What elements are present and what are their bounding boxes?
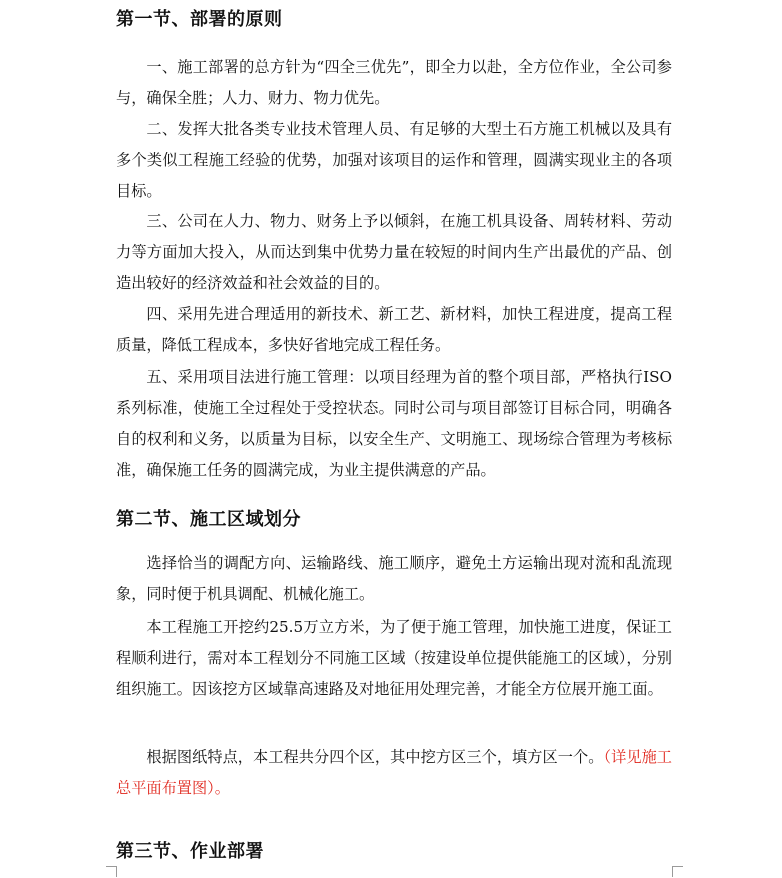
paragraph-2-3-text: 根据图纸特点，本工程共分四个区，其中挖方区三个，填方区一个。 xyxy=(146,748,604,766)
paragraph-1-2: 二、发挥大批各类专业技术管理人员、有足够的大型土石方施工机械以及具有多个类似工程施工经验的优势，加强对该项目的运作和管理，圆满实现业主的各项目标。 xyxy=(116,120,672,200)
page-corner-mark-right xyxy=(672,866,683,877)
paragraph-1-5: 五、采用项目法进行施工管理：以项目经理为首的整个项目部，严格执行ISO系列标准，使施工全过程处于受控状态。同时公司与项目部签订目标合同，明确各自的权利和义务，以质量为目标，以安全生产、文明施工、现场综合管理为考核标准，确保施工任务的圆满完成，为业主提供满意的产品。 xyxy=(116,368,672,479)
page-corner-mark-left xyxy=(106,866,117,877)
paragraph-2-1: 选择恰当的调配方向、运输路线、施工顺序，避免土方运输出现对流和乱流现象，同时便于机具调配、机械化施工。 xyxy=(116,554,672,603)
paragraph-1-1: 一、施工部署的总方针为“四全三优先”，即全力以赴，全方位作业，全公司参与，确保全胜；人力、财力、物力优先。 xyxy=(116,58,672,107)
paragraph-2-2: 本工程施工开挖约25.5万立方米，为了便于施工管理，加快施工进度，保证工程顺利进行，需对本工程划分不同施工区域（按建设单位提供能施工的区域），分别组织施工。因该挖方区域靠高速路及对地征用处理完善，才能全方位展开施工面。 xyxy=(116,618,672,698)
section-heading-2: 第二节、施工区域划分 xyxy=(116,509,301,530)
paragraph-2-3 xyxy=(116,742,672,804)
layout-plan-reference: （详见施工总平面布置图）。 xyxy=(116,748,672,797)
paragraph-1-3: 三、公司在人力、物力、财务上予以倾斜，在施工机具设备、周转材料、劳动力等方面加大投入，从而达到集中优势力量在较短的时间内生产出最优的产品、创造出较好的经济效益和社会效益的目的。 xyxy=(116,212,672,292)
paragraph-1-4: 四、采用先进合理适用的新技术、新工艺、新材料，加快工程进度，提高工程质量，降低工程成本，多快好省地完成工程任务。 xyxy=(116,305,672,354)
section-heading-3: 第三节、作业部署 xyxy=(116,841,264,862)
section-heading-1: 第一节、部署的原则 xyxy=(116,9,283,30)
